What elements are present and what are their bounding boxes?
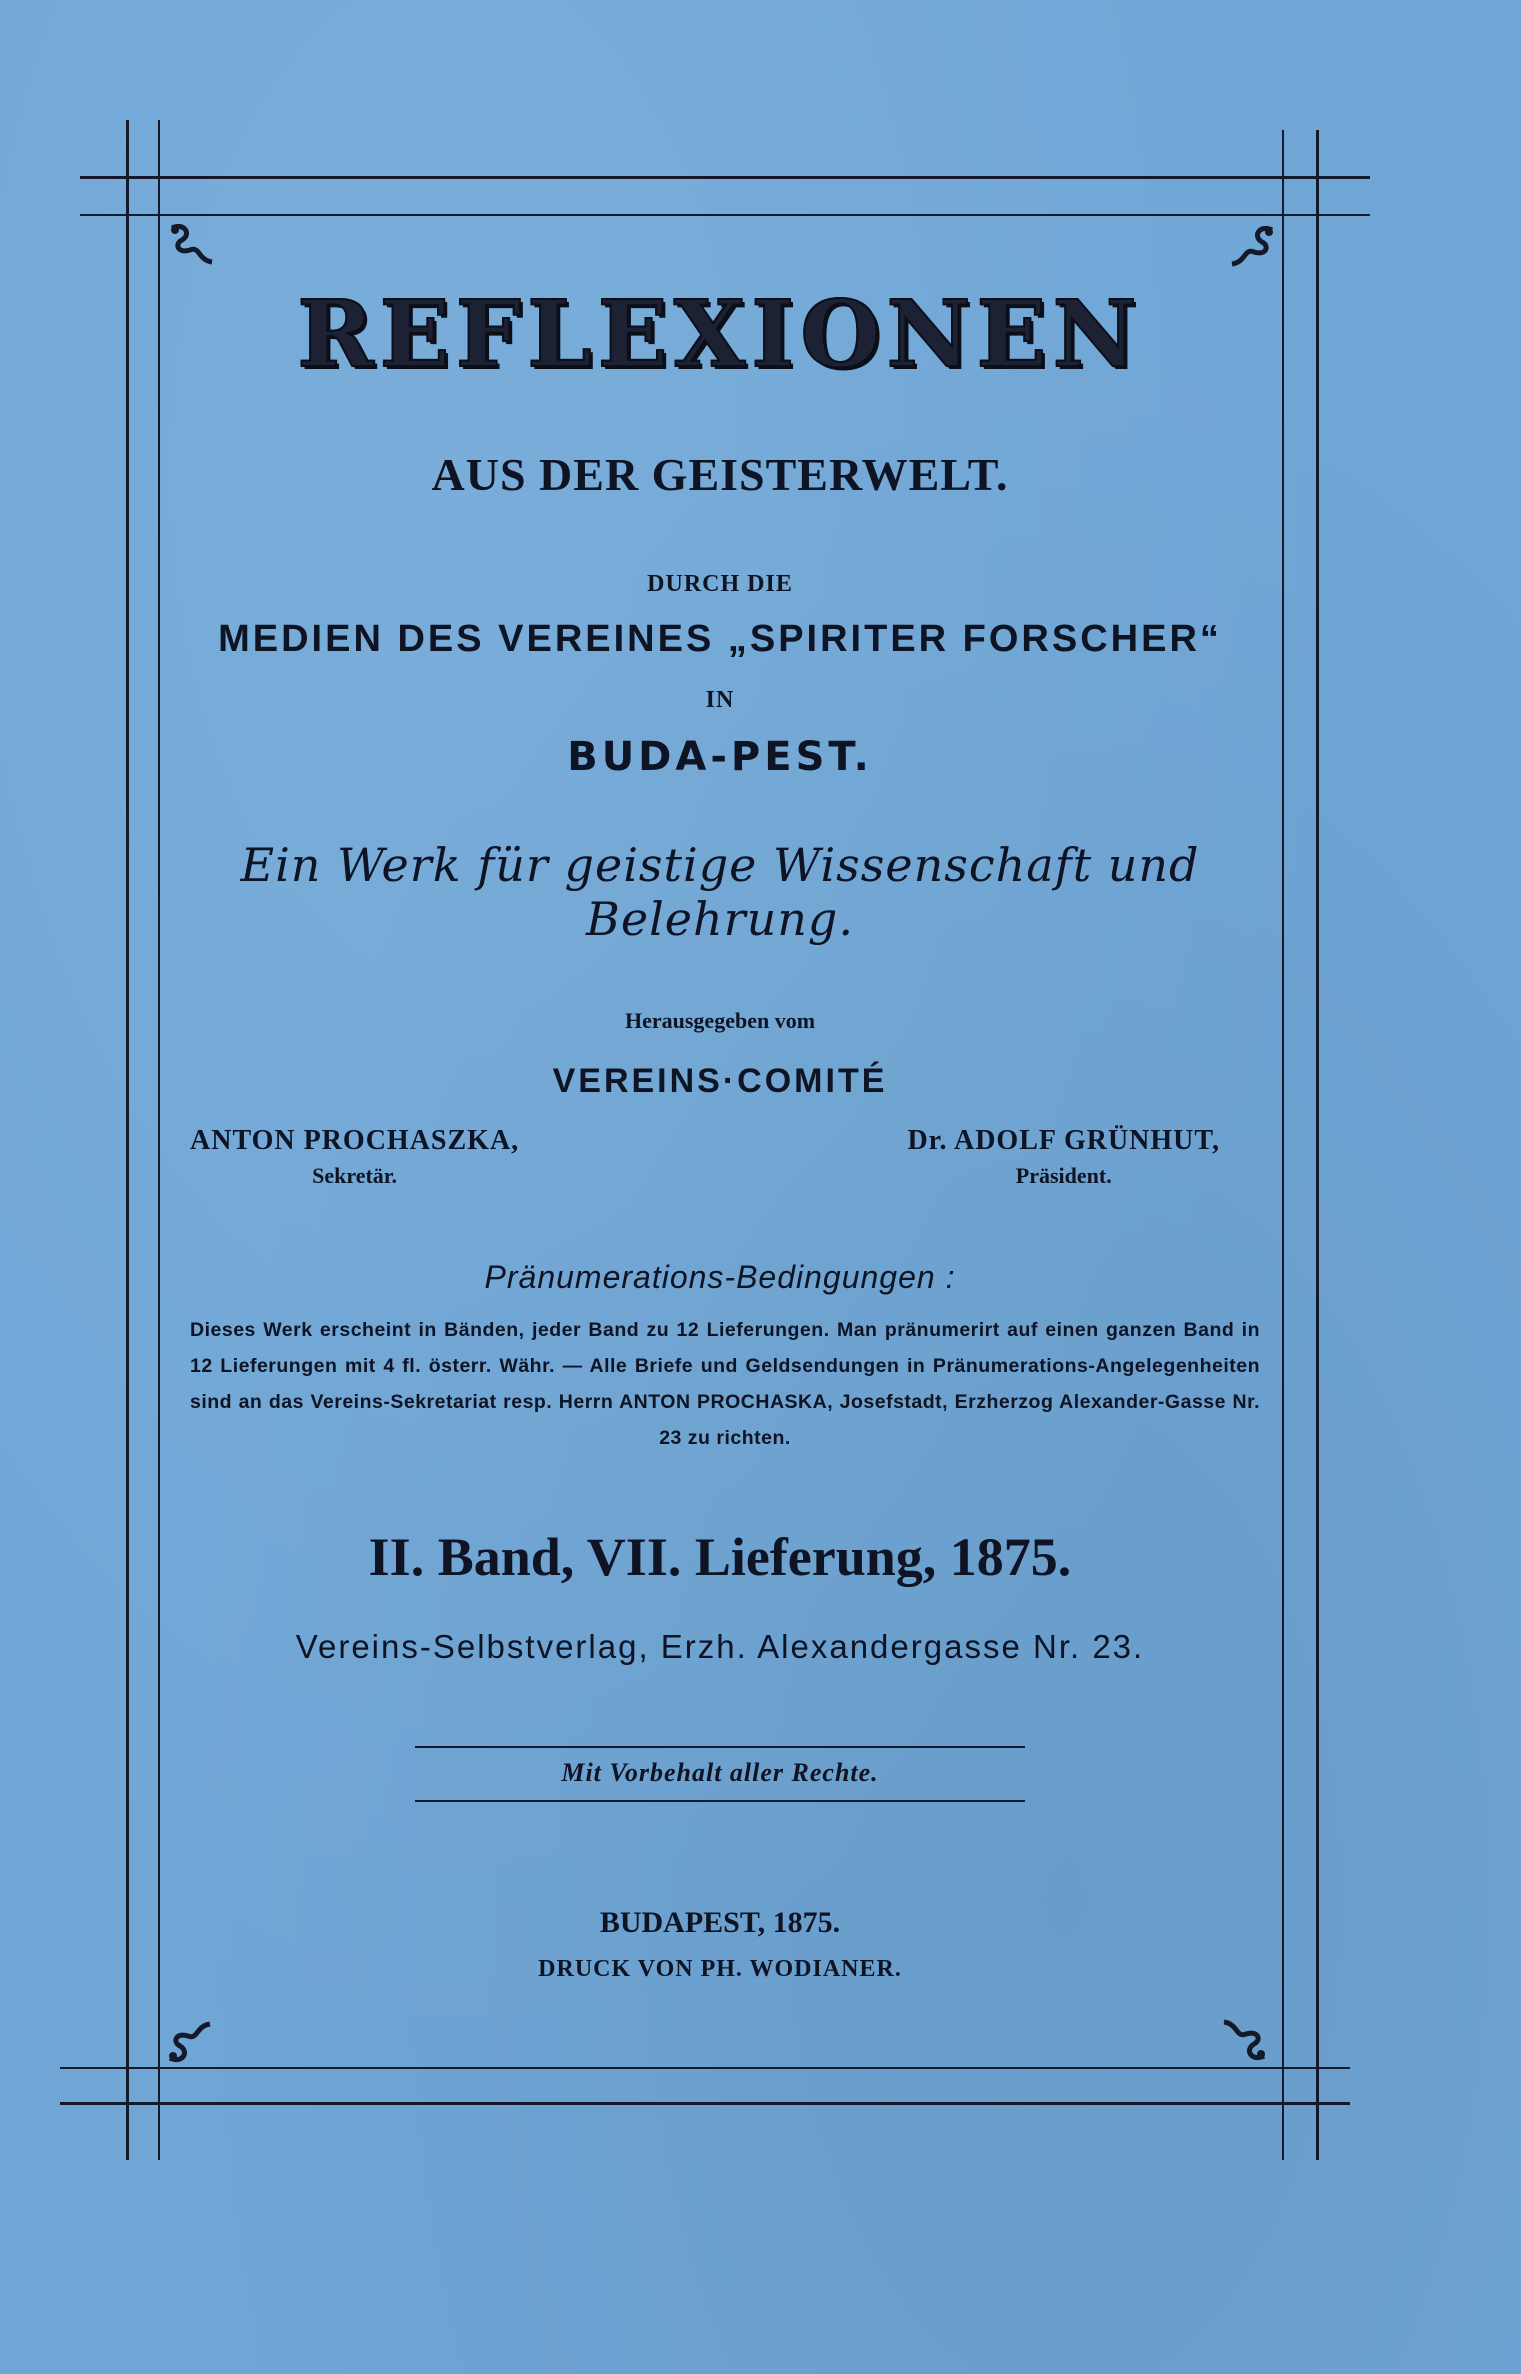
scroll-flourish-icon: [164, 2018, 220, 2066]
city-heading: BUDA-PEST.: [567, 734, 873, 780]
committee-heading: VEREINS·COMITÉ: [552, 1062, 888, 1100]
officer-secretary: [190, 1125, 519, 1189]
officer-name: Dr. ADOLF GRÜNHUT,: [907, 1125, 1220, 1156]
frame-bottom-inner: [60, 2067, 1350, 2069]
frame-left-outer: [126, 120, 129, 2160]
frame-top-inner: [80, 214, 1370, 216]
through-line: DURCH DIE: [647, 571, 793, 597]
volume-line: II. Band, VII. Lieferung, 1875.: [368, 1527, 1072, 1587]
frame-right-outer: [1316, 130, 1319, 2160]
officer-name: ANTON PROCHASZKA,: [190, 1125, 520, 1156]
printer-line: DRUCK VON PH. WODIANER.: [538, 1956, 902, 1982]
rights-notice: Mit Vorbehalt aller Rechte.: [415, 1746, 1025, 1802]
frame-right-inner: [1282, 130, 1284, 2160]
society-line: MEDIEN DES VEREINES „SPIRITER FORSCHER“: [218, 618, 1222, 660]
tagline: Ein Werk für geistige Wissenschaft und Belehrung.: [240, 838, 1200, 946]
frame-bottom-outer: [60, 2102, 1350, 2105]
in-line: IN: [705, 687, 735, 713]
published-by: Herausgegeben vom: [624, 1008, 816, 1033]
publisher-line: Vereins-Selbstverlag, Erzh. Alexandergasse Nr. 23.: [295, 1628, 1145, 1665]
officer-role: Sekretär.: [312, 1163, 398, 1188]
terms-text: Dieses Werk erscheint in Bänden, jeder Band zu 12 Lieferungen. Man pränumerirt auf einen ganzen Band in 12 Lieferungen mit 4 fl. österr. Währ. — Alle Briefe und Geldsendungen in Pränumerations-Angelegenheiten sind an das Vereins-Sekretariat resp. Herrn ANTON PROCHASKA, Josefstadt, Erzherzog Alexander-Gasse Nr. 23 zu richten.: [190, 1319, 1260, 1449]
officers: [160, 1125, 1280, 1189]
officer-role: Präsident.: [1015, 1163, 1112, 1188]
book-subtitle: AUS DER GEISTERWELT.: [431, 449, 1009, 500]
title-block: [160, 230, 1280, 1983]
frame-top-outer: [80, 176, 1370, 179]
terms-heading: Pränumerations-Bedingungen :: [484, 1259, 956, 1295]
imprint-city: BUDAPEST, 1875.: [599, 1906, 841, 1939]
book-title: REFLEXIONEN: [297, 280, 1143, 388]
officer-president: [907, 1125, 1220, 1189]
scroll-flourish-icon: [1214, 2016, 1270, 2064]
